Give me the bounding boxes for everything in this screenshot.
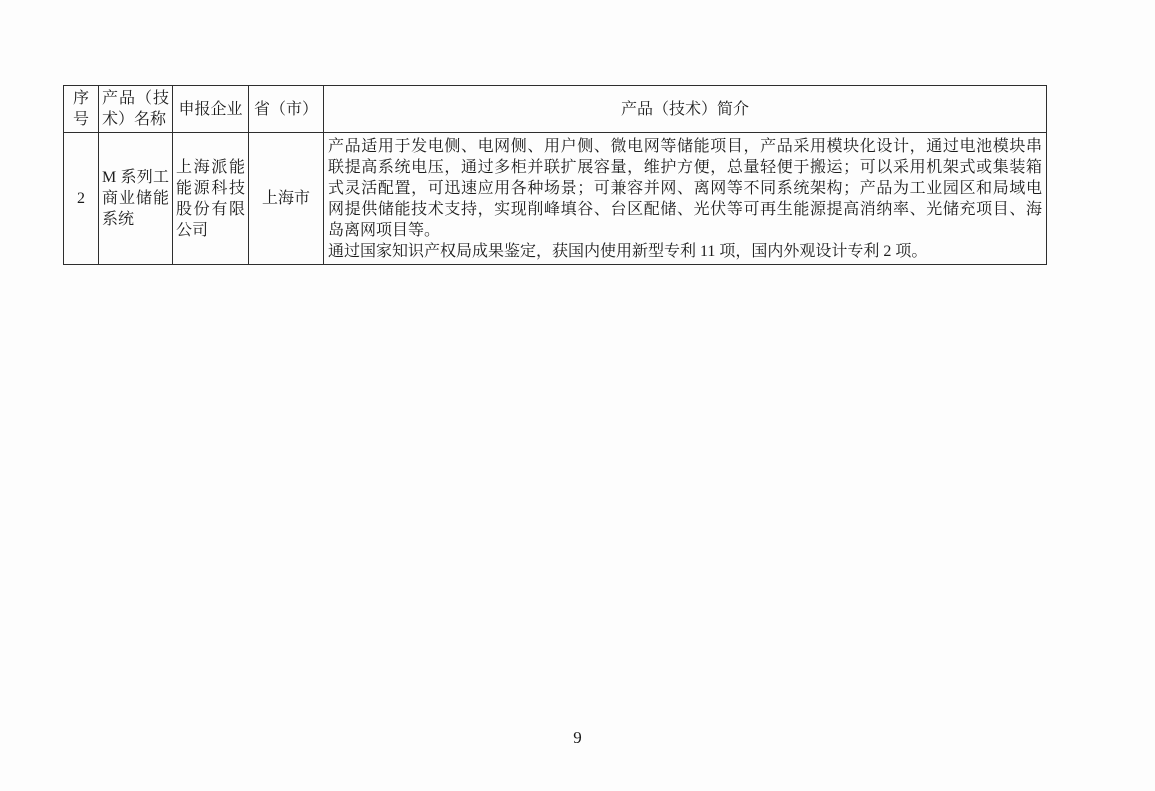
intro-line: 通过国家知识产权局成果鉴定，获国内使用新型专利 11 项，国内外观设计专利 2 项。 (328, 243, 928, 260)
intro-line: 网提供储能技术支持，实现削峰填谷、台区配储、光伏等可再生能源提高消纳率、光储充项目、海 (328, 201, 1042, 218)
header-province: 省（市） (249, 86, 324, 133)
cell-company: 上海派能能源科技股份有限公司 (173, 133, 249, 265)
cell-intro (324, 133, 1047, 265)
intro-line: 岛离网项目等。 (328, 222, 441, 239)
page-number: 9 (573, 728, 582, 747)
table-row (64, 133, 1047, 265)
cell-province: 上海市 (249, 133, 324, 265)
cell-seq-number: 2 (64, 133, 99, 265)
cell-product-name: M 系列工商业储能系统 (99, 133, 173, 265)
intro-line: 式灵活配置，可迅速应用各种场景；可兼容并网、离网等不同系统架构；产品为工业园区和局域电 (328, 180, 1042, 197)
intro-line: 产品适用于发电侧、电网侧、用户侧、微电网等储能项目，产品采用模块化设计，通过电池模块串 (328, 138, 1042, 155)
product-table (63, 85, 1047, 265)
header-seq: 序号 (64, 86, 99, 133)
header-company: 申报企业 (173, 86, 249, 133)
header-product-name: 产品（技术）名称 (99, 86, 173, 133)
table-header-row (64, 86, 1047, 133)
intro-line: 联提高系统电压，通过多柜并联扩展容量，维护方便，总量轻便于搬运；可以采用机架式或集装箱 (328, 159, 1042, 176)
header-intro: 产品（技术）简介 (324, 86, 1047, 133)
